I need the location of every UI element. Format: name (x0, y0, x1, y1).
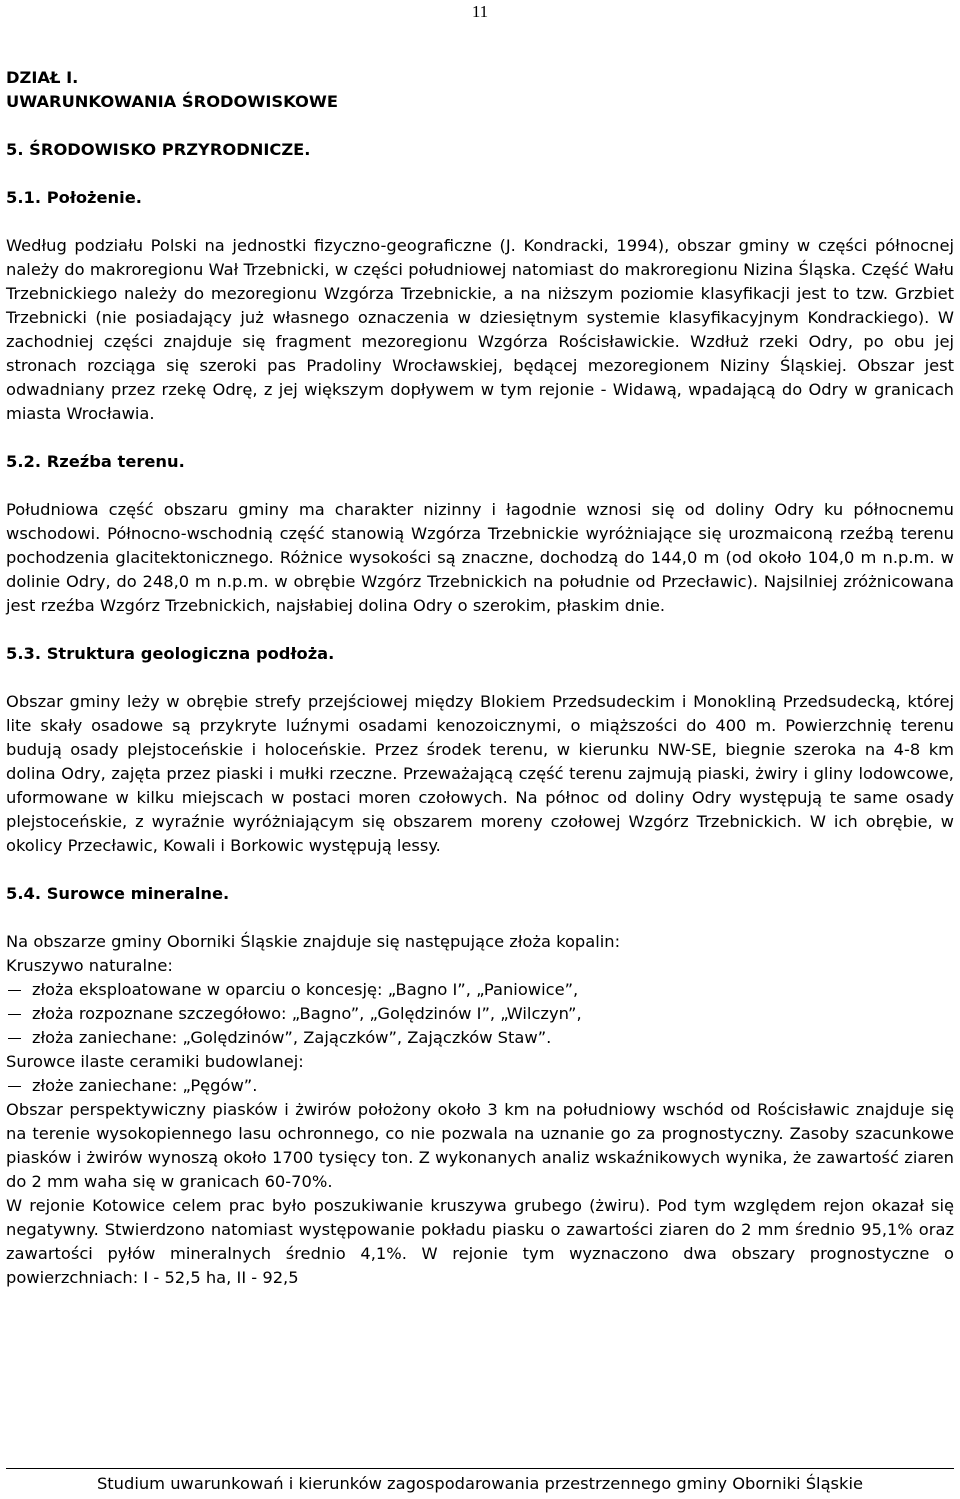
chapter-heading: 5. ŚRODOWISKO PRZYRODNICZE. (6, 140, 311, 159)
paragraph-deposits-intro: Na obszarze gminy Oborniki Śląskie znajduje się następujące złoża kopalin: (6, 932, 621, 951)
heading-5-3: 5.3. Struktura geologiczna podłoża. (6, 644, 335, 663)
document-body (6, 66, 954, 1290)
section-heading: DZIAŁ I. (6, 68, 79, 87)
ceramics-label: Surowce ilaste ceramiki budowlanej: (6, 1052, 304, 1071)
page-footer: Studium uwarunkowań i kierunków zagospodarowania przestrzennego gminy Oborniki Śląskie (96, 1474, 864, 1493)
page-number: 11 (471, 2, 489, 21)
paragraph-sand-gravel: Obszar perspektywiczny piasków i żwirów położony około 3 km na południowy wschód od Rościsławic znajduje się na terenie wysokopiennego lasu ochronnego, co nie pozwala na uznanie go za prognostyczny. Zasoby szacunkowe piasków i żwirów wynoszą około 1700 tysięcy ton. Z wykonanych analiz wskaźnikowych wynika, że zawartość ziaren do 2 mm waha się w granicach 60-70%. (6, 1100, 954, 1191)
paragraph-location: Według podziału Polski na jednostki fizyczno-geograficzne (J. Kondracki, 1994), obszar gminy w części północnej należy do makroregionu Wał Trzebnicki, w części południowej natomiast do makroregionu Nizina Śląska. Część Wału Trzebnickiego należy do mezoregionu Wzgórza Trzebnickie, a na niższym poziomie klasyfikacji jest to tzw. Grzbiet Trzebnicki (nie posiadający już własnego oznaczenia w dziesiętnym systemie klasyfikacyjnym Kondrackiego). W zachodniej części znajduje się fragment mezoregionu Wzgórza Rościsławickie. Wzdłuż rzeki Odry, po obu jej stronach rozciąga się szeroki pas Pradoliny Wrocławskiej, będącej mezoregionem Niziny Śląskiej. Obszar jest odwadniany przez rzekę Odrę, z jej większym dopływem w tym rejonie - Widawą, wpadającą do Odry w granicach miasta Wrocławia. (6, 236, 954, 423)
paragraph-geology: Obszar gminy leży w obrębie strefy przejściowej między Blokiem Przedsudeckim i Monokliną Przedsudecką, której lite skały osadowe są przykryte luźnymi osadami kenozoicznymi, o miąższości do 400 m. Powierzchnię terenu budują osady plejstoceńskie i holoceńskie. Przez środek terenu, w kierunku NW-SE, biegnie szeroka na 4-8 km dolina Odry, zajęta przez piaski i mułki rzeczne. Przeważającą część terenu zajmują piaski, żwiry i gliny lodowcowe, uformowane w kilku miejscach w postaci moren czołowych. Na północ od doliny Odry występują te same osady plejstoceńskie, z wyraźnie wyróżniającym się obszarem moreny czołowej Wzgórz Trzebnickich. W ich obrębie, w okolicy Przecławic, Kowali i Borkowic występują lessy. (6, 692, 954, 855)
section-title: UWARUNKOWANIA ŚRODOWISKOWE (6, 92, 338, 111)
ceramics-list (6, 1074, 954, 1098)
heading-5-1: 5.1. Położenie. (6, 188, 142, 207)
list-item: złoże zaniechane: „Pęgów”. (6, 1074, 954, 1098)
footer-divider (6, 1468, 954, 1469)
aggregate-list (6, 978, 954, 1050)
list-item: złoża rozpoznane szczegółowo: „Bagno”, „Golędzinów I”, „Wilczyn”, (6, 1002, 954, 1026)
paragraph-relief: Południowa część obszaru gminy ma charakter nizinny i łagodnie wznosi się od doliny Odry ku północnemu wschodowi. Północno-wschodnią część stanowią Wzgórza Trzebnickie wyróżniające się urozmaiconą rzeźbą terenu pochodzenia glacitektonicznego. Różnice wysokości są znaczne, dochodzą do 144,0 m (od około 104,0 m n.p.m. w dolinie Odry, do 248,0 m n.p.m. w obrębie Wzgórz Trzebnickich na południe od Przecławic). Najsilniej zróżnicowana jest rzeźba Wzgórz Trzebnickich, najsłabiej dolina Odry o szerokim, płaskim dnie. (6, 500, 954, 615)
heading-5-4: 5.4. Surowce mineralne. (6, 884, 230, 903)
paragraph-kotowice: W rejonie Kotowice celem prac było poszukiwanie kruszywa grubego (żwiru). Pod tym względem rejon okazał się negatywny. Stwierdzono natomiast występowanie pokładu piasku o zawartości ziaren do 2 mm średnio 95,1% oraz zawartości pyłów mineralnych średnio 4,1%. W rejonie tym wyznaczono dwa obszary prognostyczne o powierzchniach: I - 52,5 ha, II - 92,5 (6, 1196, 954, 1287)
list-item: złoża zaniechane: „Golędzinów”, Zajączków”, Zajączków Staw”. (6, 1026, 954, 1050)
list-item: złoża eksploatowane w oparciu o koncesję: „Bagno I”, „Paniowice”, (6, 978, 954, 1002)
heading-5-2: 5.2. Rzeźba terenu. (6, 452, 185, 471)
aggregate-label: Kruszywo naturalne: (6, 956, 173, 975)
